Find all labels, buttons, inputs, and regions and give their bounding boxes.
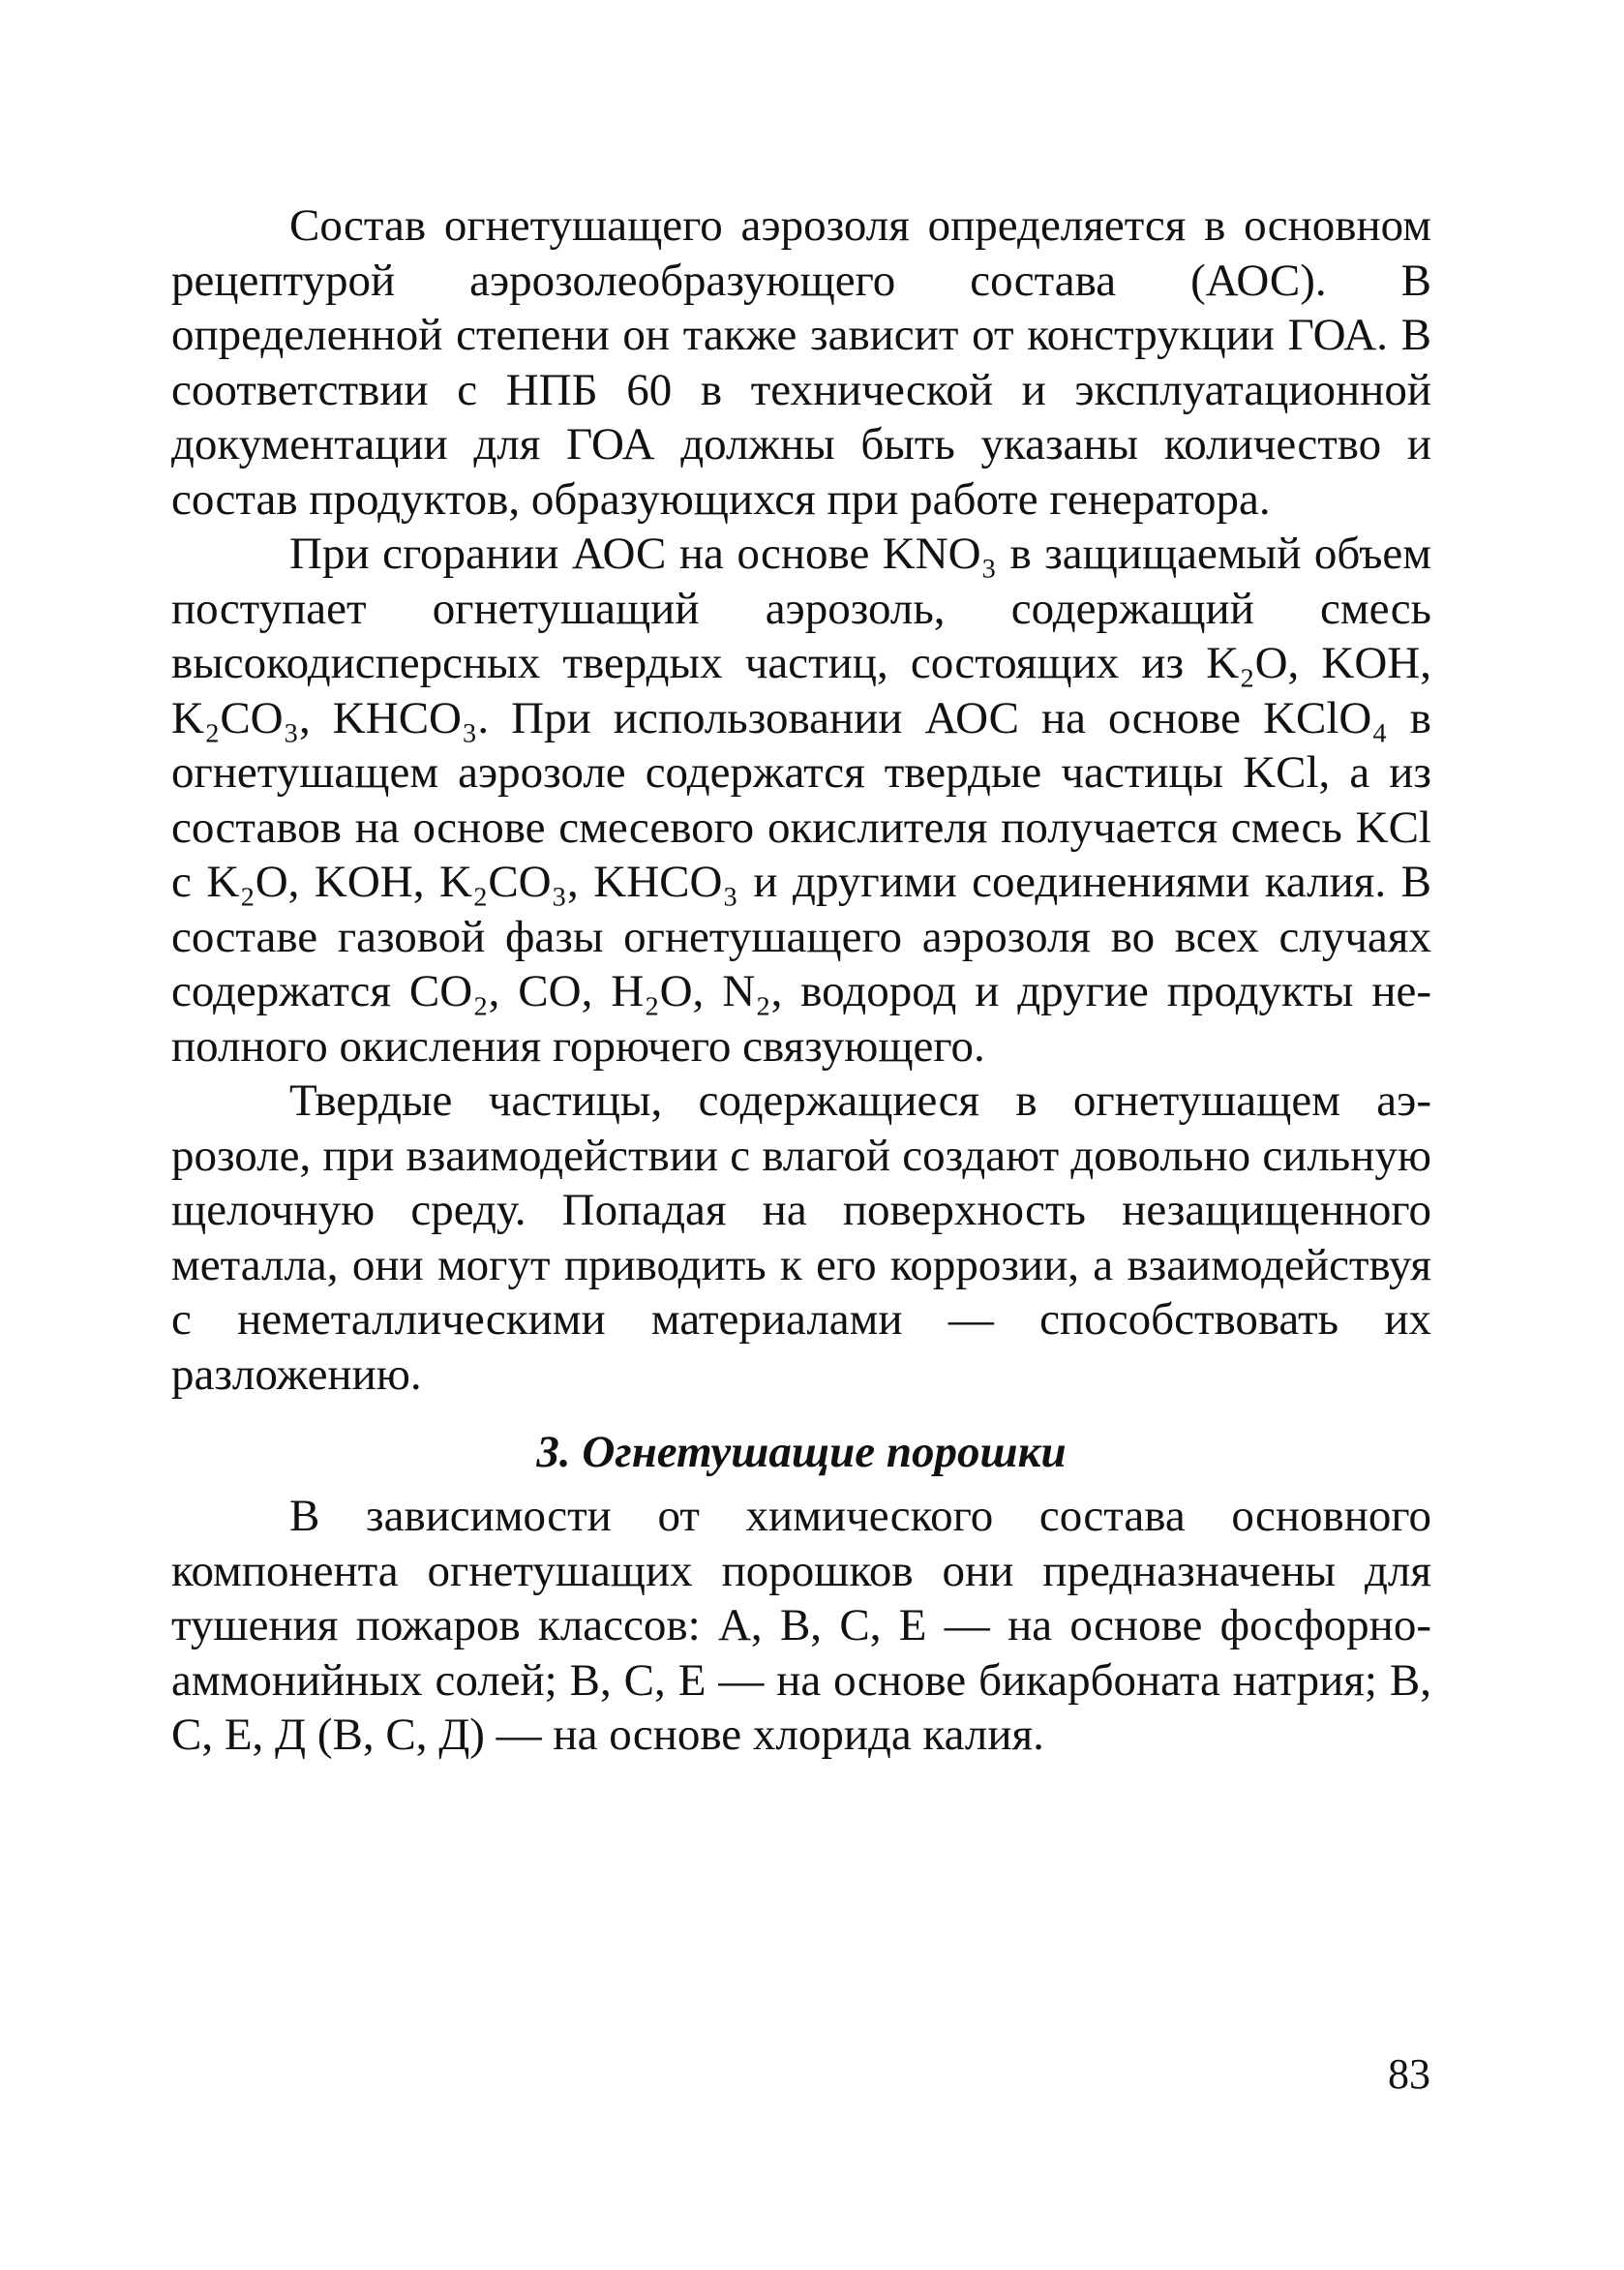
paragraph-combustion-products: При сгорании АОС на основе KNO₃ в защищаемый объем поступает огнетушащий аэрозоль, содержащий смесь высокодисперсных твердых частиц, состоящих из K₂O, KOH, K₂CO₃, KHCO₃. При использовании АОС на основе KClO₄ в огнетушащем аэрозоле содержатся твердые частицы KCl, а из составов на основе смесевого окислителя получается смесь KCl с K₂O, KOH, K₂CO₃, KHCO₃ и другими соединениями калия. В составе газовой фазы огнетушащего аэрозоля во всех случаях содержатся CO₂, CO, H₂O, N₂, водород и другие продукты неполного окисления горючего связующего. bbox=[171, 529, 1431, 1072]
section-heading: 3. Огнетушащие порошки bbox=[536, 1427, 1067, 1477]
paragraph-aerosol-composition: Состав огнетушащего аэрозоля определяется в основном рецептурой аэрозолеобразующего состава (АОС). В определенной степени он также зависит от конструкции ГОА. В соответствии с НПБ 60 в технической и эксплуатационной документации для ГОА должны быть указаны количество и состав продуктов, образующихся при работе генератора. bbox=[171, 200, 1431, 525]
paragraph-powders: В зависимости от химического состава основного компонента огнетушащих порошков они предназначены для тушения пожаров классов: А, В, С, Е — на основе фосфорно-аммонийных солей; В, С, Е — на основе бикарбоната натрия; В, С, Е, Д (В, С, Д) — на основе хлорида калия. bbox=[171, 1491, 1431, 1760]
page-number: 83 bbox=[1388, 2050, 1430, 2098]
paragraph-solid-particles: Твердые частицы, содержащиеся в огнетушащем аэрозоле, при взаимодействии с влагой создают довольно сильную щелочную среду. Попадая на поверхность незащищенного металла, они могут приводить к его коррозии, а взаимодействуя с неметаллическими материалами — способствовать их разложению. bbox=[171, 1075, 1431, 1400]
body-text bbox=[171, 198, 1431, 1763]
